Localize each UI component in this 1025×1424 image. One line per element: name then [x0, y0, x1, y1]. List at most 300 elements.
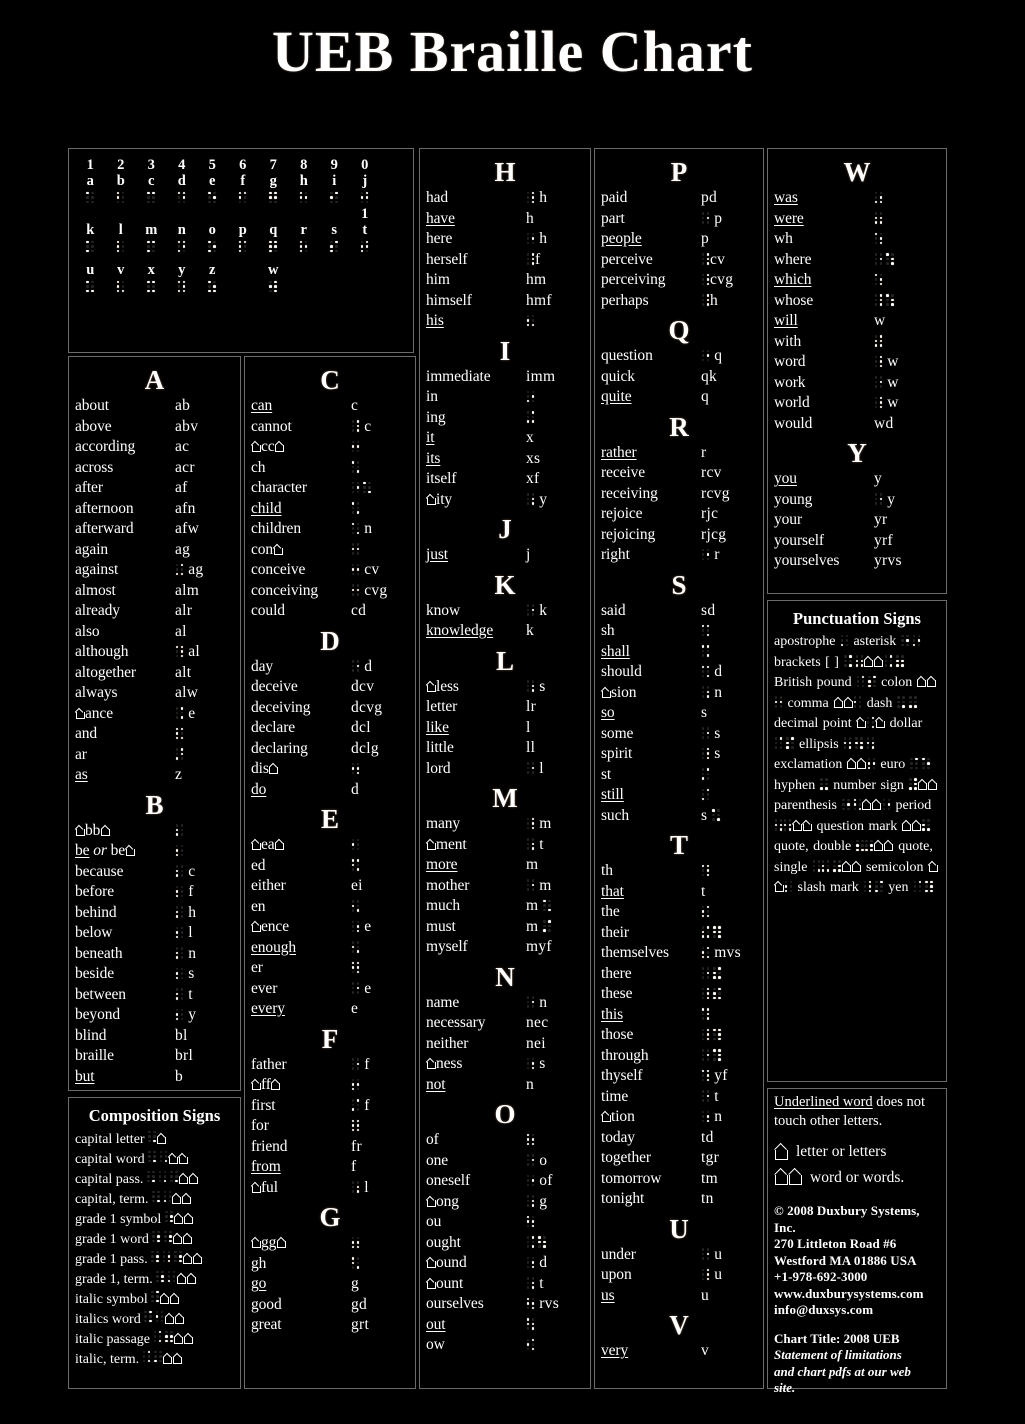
entry-value — [701, 861, 757, 882]
entry-value: td — [701, 1128, 714, 1146]
entry-row — [426, 1192, 584, 1213]
braille-cell — [874, 191, 883, 204]
entry-row — [251, 519, 409, 540]
braille-cell — [713, 967, 722, 980]
address-line-1: 270 Littleton Road #6 — [774, 1236, 897, 1251]
entry-word: beyond — [75, 1006, 121, 1023]
column-a-b — [68, 356, 241, 1091]
entry-word: ong — [426, 1192, 526, 1213]
entry-value — [351, 958, 409, 979]
entry-row — [601, 209, 757, 230]
braille-cell — [713, 1028, 722, 1041]
braille-cell — [330, 191, 339, 204]
braille-cell — [701, 1110, 710, 1123]
entry-row — [75, 985, 234, 1006]
braille-cell — [701, 548, 710, 561]
braille-cells — [526, 1236, 547, 1249]
entry-row — [426, 896, 584, 917]
punctuation-list — [774, 632, 940, 899]
entry-row — [75, 642, 234, 663]
braille-cells — [351, 762, 360, 775]
entry-row — [601, 744, 757, 765]
entry-row — [601, 683, 757, 704]
punctuation-signs-panel — [767, 600, 947, 1082]
entry-row — [75, 396, 234, 417]
entry-row — [251, 478, 409, 499]
braille-cells — [526, 1174, 535, 1187]
composition-label: italic symbol — [75, 1292, 148, 1307]
braille-cell — [153, 1330, 162, 1343]
braille-cell — [874, 232, 883, 245]
entry-word: your — [774, 511, 803, 528]
entry-word: sh — [601, 622, 615, 639]
braille-cell — [874, 273, 883, 286]
braille-cell — [147, 280, 156, 293]
braille-cell — [701, 747, 710, 760]
entry-value — [526, 1335, 584, 1356]
punctuation-row — [853, 634, 921, 649]
braille-cell — [701, 946, 710, 959]
entry-value — [351, 897, 409, 918]
section-Q — [601, 317, 757, 408]
braille-cell — [86, 280, 95, 293]
underline-note-rest: does not touch other letters. — [774, 1094, 926, 1129]
entry-value: h — [701, 291, 757, 312]
entry-value — [351, 478, 409, 499]
braille-cells — [526, 191, 535, 204]
braille-cells — [701, 294, 710, 307]
entry-word: according — [75, 438, 136, 455]
braille-cells — [152, 1230, 173, 1243]
alphabet-char: g — [269, 173, 277, 189]
composition-row — [75, 1210, 234, 1230]
entry-word: out — [426, 1315, 446, 1333]
braille-cell — [175, 563, 184, 576]
entry-value: imm — [526, 367, 556, 385]
braille-cell — [874, 396, 883, 409]
braille-cell — [238, 240, 247, 253]
entry-row — [75, 1046, 234, 1067]
braille-cells — [142, 1350, 163, 1363]
braille-cell — [853, 798, 862, 811]
entry-value: l — [526, 718, 531, 736]
braille-cell — [886, 294, 895, 307]
braille-cells — [351, 420, 360, 433]
entry-row — [75, 601, 234, 622]
braille-cell — [526, 1318, 535, 1331]
entry-word: between — [75, 985, 126, 1003]
entry-value: yrvs — [874, 552, 902, 569]
email-address[interactable]: info@duxsys.com — [774, 1302, 874, 1317]
chart-title-line: Chart Title: 2008 UEB — [774, 1330, 900, 1346]
limitations-line-3: site. — [774, 1380, 796, 1395]
braille-cell — [158, 1170, 167, 1183]
braille-cell — [151, 1190, 160, 1203]
alphabet-row2-marker — [75, 206, 407, 222]
entry-row — [251, 999, 409, 1020]
braille-cells — [874, 232, 883, 245]
braille-cell — [701, 212, 710, 225]
house-placeholder-icon — [792, 819, 812, 834]
entry-word: there — [601, 964, 632, 982]
braille-cells — [874, 212, 883, 225]
braille-cells — [701, 788, 710, 801]
entry-word: great — [251, 1316, 282, 1333]
alphabet-dots-row-2 — [75, 238, 407, 255]
braille-cell — [538, 1236, 547, 1249]
braille-cell — [855, 655, 864, 668]
entry-word: above — [75, 417, 112, 435]
entry-word: quick — [601, 367, 635, 385]
braille-cell — [526, 879, 535, 892]
braille-cells — [701, 1008, 710, 1021]
braille-cells — [701, 747, 710, 760]
braille-cells — [701, 349, 710, 362]
letter-heading-l: L — [495, 645, 514, 676]
braille-cells — [351, 1236, 360, 1249]
entry-value: al — [175, 622, 187, 640]
braille-cell — [701, 294, 710, 307]
entry-row — [601, 504, 757, 525]
entry-value: l — [526, 759, 584, 780]
entry-word: have — [426, 209, 455, 227]
entry-row — [426, 759, 584, 780]
braille-cell — [144, 1310, 153, 1323]
entry-word: gh — [251, 1254, 267, 1272]
alphabet-char: 7 — [269, 157, 277, 173]
alphabet-char: n — [177, 222, 186, 238]
braille-cells — [874, 355, 883, 368]
entry-row — [774, 311, 940, 332]
braille-cell — [701, 1049, 710, 1062]
entry-value — [526, 1212, 584, 1233]
alphabet-char: z — [209, 262, 216, 278]
braille-cell — [351, 859, 360, 872]
entry-row — [774, 209, 940, 230]
braille-cell — [701, 665, 710, 678]
entry-word: themselves — [601, 944, 669, 961]
entry-value — [701, 964, 757, 985]
braille-cell — [701, 788, 710, 801]
entry-value: myf — [526, 938, 552, 955]
entry-row — [75, 560, 234, 581]
entry-value: rcvg — [701, 484, 730, 502]
entry-value: s — [701, 806, 757, 827]
entry-word: neither — [426, 1034, 469, 1052]
entry-row — [601, 1169, 757, 1190]
entry-value: p — [701, 209, 757, 230]
braille-cell — [526, 680, 535, 693]
braille-cell — [701, 1008, 710, 1021]
letter-heading-c: C — [320, 365, 340, 395]
entry-value: k — [526, 601, 584, 622]
letter-heading-d: D — [320, 625, 340, 656]
braille-cells — [874, 294, 895, 307]
entry-value: brl — [175, 1047, 194, 1064]
composition-list — [75, 1130, 234, 1370]
entry-row — [426, 311, 584, 332]
entry-row — [75, 724, 234, 745]
letter-heading-r: R — [669, 411, 689, 442]
entry-row — [251, 835, 409, 856]
house-placeholder-icon — [251, 836, 261, 853]
entry-row — [251, 958, 409, 979]
braille-cell — [330, 240, 339, 253]
house-placeholder-icon — [157, 1130, 167, 1150]
entry-word: bb — [75, 821, 175, 842]
entry-word: some — [601, 724, 634, 742]
entry-word: blind — [75, 1026, 107, 1044]
entry-value: w — [874, 393, 940, 414]
entry-row — [75, 1026, 234, 1047]
alphabet-dots-row-3 — [75, 278, 407, 295]
braille-cell — [701, 1028, 710, 1041]
entry-word: world — [774, 394, 810, 411]
braille-cells — [164, 1210, 173, 1223]
entry-word: and — [75, 725, 98, 742]
entry-row — [251, 876, 409, 897]
entry-value — [175, 841, 234, 862]
punctuation-row — [774, 778, 833, 793]
house-placeholder-icon — [862, 798, 882, 813]
entry-word: child — [251, 499, 282, 517]
house-placeholder-icon — [426, 1254, 436, 1271]
braille-cell — [363, 481, 372, 494]
entry-word: about — [75, 397, 109, 414]
entry-value — [874, 209, 940, 230]
entry-value — [351, 437, 409, 458]
entry-word: those — [601, 1026, 634, 1043]
braille-cells — [526, 1057, 535, 1070]
entry-value: gd — [351, 1295, 368, 1313]
braille-cell — [167, 1270, 176, 1283]
entry-value: alt — [175, 663, 192, 681]
limitations-line-1: Statement of limitations — [774, 1347, 902, 1362]
entry-row — [426, 1130, 584, 1151]
house-placeholder-icon — [426, 1275, 436, 1292]
entry-value: s — [701, 744, 757, 765]
braille-cell — [351, 941, 360, 954]
entry-value: q — [701, 346, 757, 367]
entry-row — [426, 1171, 584, 1192]
entry-row — [251, 1233, 409, 1254]
house-placeholder-icon — [176, 1270, 196, 1290]
entry-row — [75, 862, 234, 883]
braille-cell — [175, 748, 184, 761]
composition-label: capital, term. — [75, 1192, 149, 1207]
braille-cell — [351, 1058, 360, 1071]
alphabet-letters-row-1 — [75, 173, 407, 189]
braille-cells — [897, 696, 918, 709]
alphabet-char: w — [268, 262, 279, 278]
entry-word: this — [601, 1005, 623, 1023]
braille-cells — [840, 634, 849, 647]
house-placeholder-icon — [172, 1190, 192, 1210]
braille-cells — [175, 824, 184, 837]
braille-cell — [526, 253, 535, 266]
braille-cell — [351, 1181, 360, 1194]
braille-cells — [156, 1270, 177, 1283]
punctuation-row — [774, 634, 853, 649]
braille-cell — [874, 376, 883, 389]
punctuation-label: asterisk — [853, 634, 901, 649]
composition-row — [75, 1250, 234, 1270]
house-placeholder-icon — [847, 757, 867, 772]
punctuation-row — [774, 757, 880, 772]
braille-cells — [351, 941, 360, 954]
legend-letter-item — [774, 1139, 940, 1165]
entry-word: afternoon — [75, 499, 134, 517]
entry-row — [75, 821, 234, 842]
braille-cells — [526, 762, 535, 775]
punctuation-label: decimal point — [774, 716, 857, 731]
braille-cells — [351, 982, 360, 995]
braille-cells — [526, 604, 535, 617]
alphabet-char: p — [238, 222, 247, 238]
entry-value: n — [701, 1107, 757, 1128]
braille-cell — [701, 253, 710, 266]
entry-value: s — [701, 724, 757, 745]
braille-cell — [175, 727, 184, 740]
house-placeholder-icon — [174, 1330, 194, 1350]
entry-word: tonight — [601, 1190, 645, 1207]
braille-cells — [175, 1008, 184, 1021]
punctuation-label: colon — [881, 675, 917, 690]
letter-heading-s: S — [671, 569, 687, 600]
braille-cell — [116, 191, 125, 204]
braille-cell — [924, 880, 933, 893]
entry-word: whose — [774, 291, 814, 309]
entry-word: more — [426, 856, 458, 873]
entry-word: together — [601, 1149, 651, 1166]
braille-cell — [208, 280, 217, 293]
braille-cell — [701, 349, 710, 362]
entry-word: ness — [426, 1054, 526, 1075]
entry-word: thyself — [601, 1067, 643, 1084]
braille-cells — [784, 880, 793, 893]
entry-value: xs — [526, 449, 541, 467]
entry-value: d — [701, 662, 757, 683]
entry-row — [426, 250, 584, 271]
entry-row — [75, 478, 234, 499]
house-placeholder-icon — [75, 705, 85, 722]
braille-cell — [351, 563, 360, 576]
letter-heading-w: W — [843, 157, 871, 187]
copyright: © 2008 Duxbury Systems, Inc. — [774, 1203, 920, 1235]
braille-cells — [526, 411, 535, 424]
entry-row — [601, 463, 757, 484]
braille-cells — [908, 778, 917, 791]
entry-value: o — [526, 1151, 584, 1172]
punctuation-label: British pound — [774, 675, 857, 690]
entry-row — [601, 882, 757, 903]
punctuation-row — [867, 696, 918, 711]
entry-value: x — [526, 429, 535, 446]
entry-word: paid — [601, 189, 628, 206]
page-title: UEB Braille Chart — [272, 19, 753, 84]
composition-row — [75, 1190, 234, 1210]
entry-value — [526, 1233, 584, 1254]
braille-cells — [701, 967, 722, 980]
braille-cell — [162, 1250, 171, 1263]
entry-value: tm — [701, 1169, 718, 1187]
entry-row — [75, 882, 234, 903]
entry-word: like — [426, 718, 449, 736]
entry-value: e — [351, 1000, 359, 1017]
entry-word: rather — [601, 443, 637, 461]
entry-word: still — [601, 786, 624, 803]
entry-row — [251, 1315, 409, 1336]
house-placeholder-icon — [164, 1310, 184, 1330]
entry-row — [426, 718, 584, 739]
braille-cell — [786, 737, 795, 750]
braille-cells — [351, 920, 360, 933]
braille-cells — [175, 727, 184, 740]
entry-row — [601, 806, 757, 827]
braille-cell — [238, 191, 247, 204]
braille-cell — [820, 778, 829, 791]
entry-row — [774, 510, 940, 531]
entry-value: dcv — [351, 678, 375, 695]
letter-heading-g: G — [319, 1202, 341, 1232]
entry-word: himself — [426, 291, 472, 309]
braille-cell — [701, 905, 710, 918]
braille-cell — [269, 191, 278, 204]
entry-row — [601, 1265, 757, 1286]
braille-cells — [526, 879, 535, 892]
braille-cell — [863, 880, 872, 893]
entry-value: sd — [701, 601, 716, 619]
entry-value: grt — [351, 1316, 370, 1333]
braille-cell — [713, 1049, 722, 1062]
punctuation-label: question mark — [816, 818, 902, 834]
entry-value: wd — [874, 414, 894, 432]
entry-value: tgr — [701, 1149, 720, 1166]
entry-row — [601, 785, 757, 806]
entry-word: deceiving — [251, 698, 311, 716]
section-P — [601, 159, 757, 311]
braille-cell — [701, 987, 710, 1000]
braille-cells — [526, 1256, 535, 1269]
composition-row — [75, 1270, 234, 1290]
entry-value: d — [351, 657, 409, 678]
entry-word: upon — [601, 1266, 632, 1283]
braille-cell — [175, 865, 184, 878]
entry-row — [601, 250, 757, 271]
composition-label: capital pass. — [75, 1172, 144, 1187]
alphabet-char: 1 — [86, 157, 94, 173]
section-G — [251, 1204, 409, 1336]
braille-cells — [701, 645, 710, 658]
entry-value: hm — [526, 271, 547, 288]
entry-row — [75, 519, 234, 540]
entry-row — [426, 1335, 584, 1356]
column-h-o — [419, 148, 591, 1389]
braille-cell — [841, 798, 850, 811]
braille-cell — [713, 926, 722, 939]
house-placeholder-icon — [178, 1170, 198, 1190]
house-letter-icon — [775, 1145, 788, 1159]
house-placeholder-icon — [426, 678, 436, 695]
braille-cells — [526, 1133, 535, 1146]
entry-value: m — [526, 814, 584, 835]
entry-value: c — [351, 397, 359, 414]
website-url[interactable]: www.duxburysystems.com — [774, 1285, 924, 1301]
entry-value: t — [175, 985, 234, 1006]
entry-value: h — [526, 188, 584, 209]
entry-word: part — [601, 209, 625, 227]
entry-word: day — [251, 657, 274, 675]
